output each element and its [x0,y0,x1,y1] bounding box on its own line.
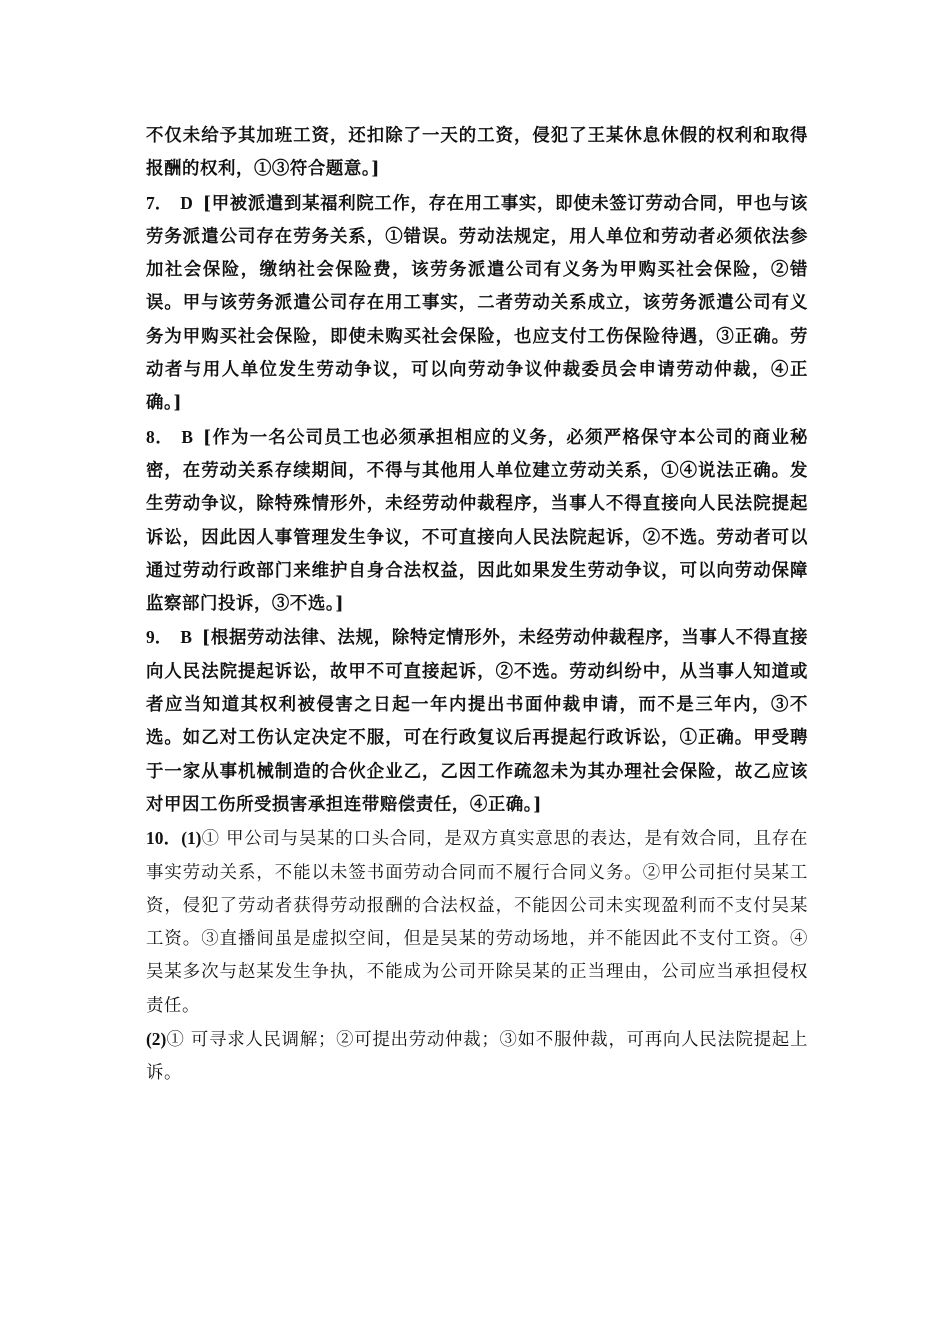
explanation-text: ① 甲公司与吴某的口头合同，是双方真实意思的表达，是有效合同，且存在事实劳动关系，不能以未签书面劳动合同而不履行合同义务。②甲公司拒付吴某工资，侵犯了劳动者获得劳动报酬的合法权益，不能因公司未实现盈利而不支付吴某工资。③直播间虽是虚拟空间，但是吴某的劳动场地，并不能因此不支付工资。④吴某多次与赵某发生争执，不能成为公司开除吴某的正当理由，公司应当承担侵权责任。 [146,829,808,1016]
explanation-text: [作为一名公司员工也必须承担相应的义务，必须严格保守本公司的商业秘密，在劳动关系存续期间，不得与其他用人单位建立劳动关系，①④说法正确。发生劳动争议，除特殊情形外，未经劳动仲裁程序，当事人不得直接向人民法院提起诉讼，因此因人事管理发生争议，不可直接向人民法院起诉，②不选。劳动者可以通过劳动行政部门来维护自身合法权益，因此如果发生劳动争议，可以向劳动保障监察部门投诉，③不选。] [146,427,808,615]
answer-document [146,120,808,1091]
answer-choice: B [181,426,193,447]
answer-item-10-part-1 [146,822,808,1023]
answer-item-7 [146,187,808,421]
continuation-text: 不仅未给予其加班工资，还扣除了一天的工资，侵犯了王某休息休假的权利和取得报酬的权利，①③符合题意。] [146,126,808,180]
question-number: 8． [146,426,174,447]
question-number: 7． [146,192,173,213]
question-number: 9． [146,627,173,648]
sub-question-label: (1) [181,828,202,849]
question-number: 10． [146,828,182,849]
continuation-paragraph [146,120,808,187]
sub-question-label: (2) [146,1029,167,1050]
answer-item-9 [146,621,808,822]
explanation-text: ① 可寻求人民调解；②可提出劳动仲裁；③如不服仲裁，可再向人民法院提起上诉。 [146,1030,808,1084]
explanation-text: [甲被派遣到某福利院工作，存在用工事实，即使未签订劳动合同，甲也与该劳务派遣公司存在劳务关系，①错误。劳动法规定，用人单位和劳动者必须依法参加社会保险，缴纳社会保险费，该劳务派遣公司有义务为甲购买社会保险，②错误。甲与该劳务派遣公司存在用工事实，二者劳动关系成立，该劳务派遣公司有义务为甲购买社会保险，即使未购买社会保险，也应支付工伤保险待遇，③正确。劳动者与用人单位发生劳动争议，可以向劳动争议仲裁委员会申请劳动仲裁，④正确。] [146,193,808,414]
answer-choice: B [180,627,192,648]
answer-item-10-part-2 [146,1023,808,1091]
answer-item-8 [146,421,808,622]
explanation-text: [根据劳动法律、法规，除特定情形外，未经劳动仲裁程序，当事人不得直接向人民法院提起诉讼，故甲不可直接起诉，②不选。劳动纠纷中，从当事人知道或者应当知道其权利被侵害之日起一年内提出书面仲裁申请，而不是三年内，③不选。如乙对工伤认定决定不服，可在行政复议后再提起行政诉讼，①正确。甲受聘于一家从事机械制造的合伙企业乙，乙因工作疏忽未为其办理社会保险，故乙应该对甲因工伤所受损害承担连带赔偿责任，④正确。] [146,628,808,815]
answer-choice: D [180,192,193,213]
